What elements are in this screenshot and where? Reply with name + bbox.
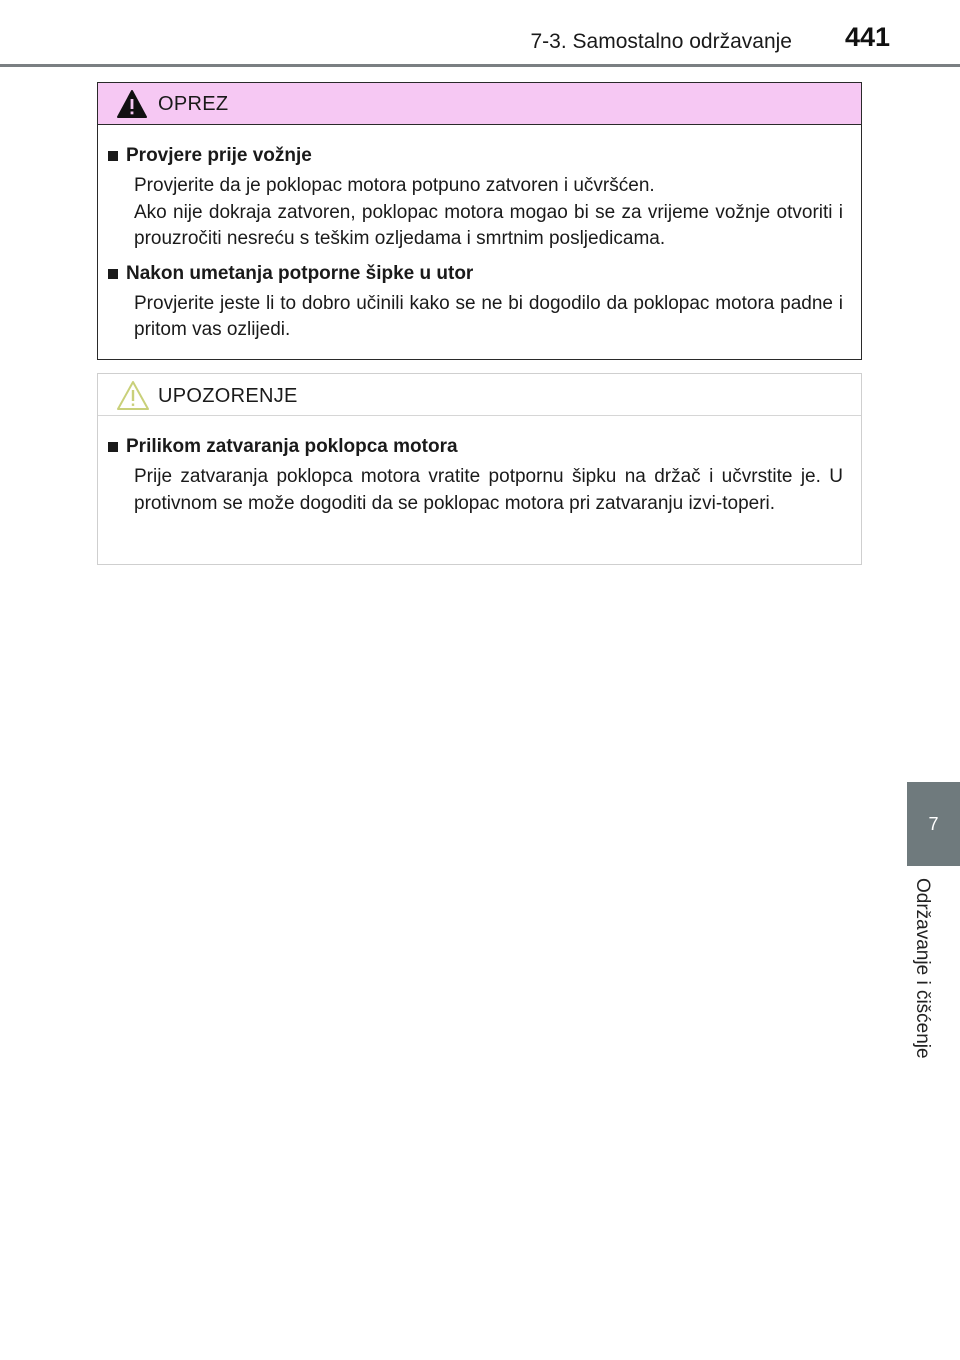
item-heading: Provjere prije vožnje	[126, 145, 312, 166]
caution-header	[98, 83, 861, 125]
warning-triangle-filled-icon	[116, 89, 148, 119]
caution-item	[108, 261, 843, 344]
notice-header	[98, 374, 861, 416]
item-text: Provjerite da je poklopac motora potpuno zatvoren i učvršćen. Ako nije dokraja zatvoren, poklopac motora mogao bi se za vrijeme vožnje otvoriti i prouzročiti nesreću s teškim ozljedama i smrtnim posljedicama.	[134, 175, 843, 249]
caution-item	[108, 143, 843, 253]
header-divider	[0, 64, 960, 67]
warning-triangle-outline-icon	[116, 380, 150, 412]
chapter-tab	[907, 782, 960, 866]
item-heading: Nakon umetanja potporne šipke u utor	[126, 262, 474, 284]
chapter-number: 7	[928, 813, 939, 834]
caution-box	[97, 82, 862, 360]
caution-title: OPREZ	[158, 93, 229, 115]
chapter-title: Održavanje i čišćenje	[912, 878, 933, 1059]
square-bullet-icon	[108, 269, 118, 279]
notice-title: UPOZORENJE	[158, 385, 298, 407]
square-bullet-icon	[108, 442, 118, 452]
page-header	[0, 0, 960, 66]
page-number: 441	[844, 22, 890, 52]
notice-item	[108, 434, 843, 517]
notice-box	[97, 373, 862, 565]
item-text: Prije zatvaranja poklopca motora vratite potpornu šipku na držač i učvrstite je. U protivnom se može dogoditi da se poklopac motora pri zatvaranju izvi-toperi.	[134, 466, 843, 514]
square-bullet-icon	[108, 151, 118, 161]
section-title: 7-3. Samostalno održavanje	[530, 30, 792, 53]
item-heading: Prilikom zatvaranja poklopca motora	[126, 436, 458, 457]
item-text: Provjerite jeste li to dobro učinili kako se ne bi dogodilo da poklopac motora padne i pritom vas ozlijedi.	[134, 292, 843, 340]
